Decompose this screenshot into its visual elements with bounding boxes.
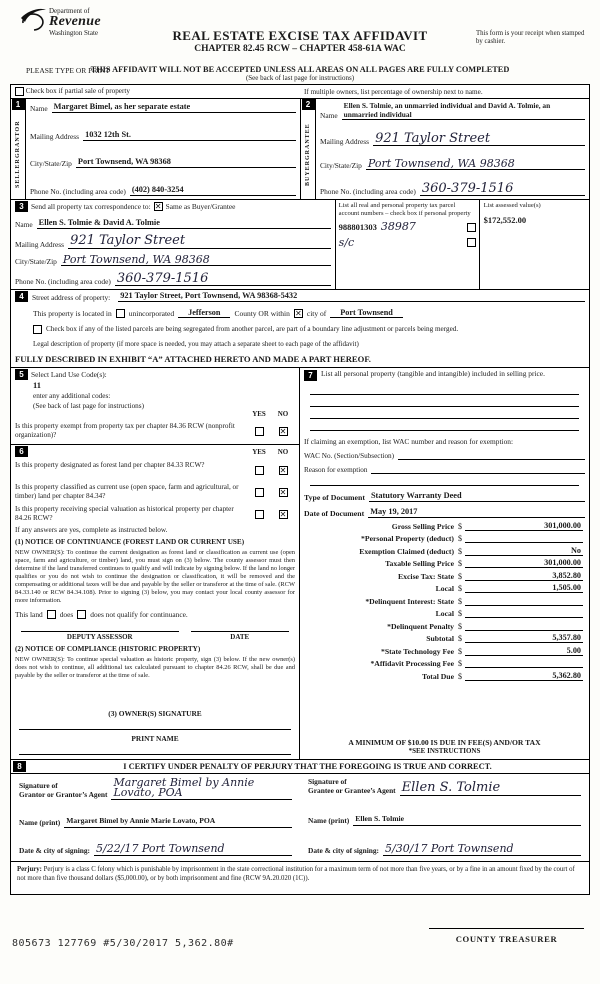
fee-value[interactable]: No: [465, 546, 583, 556]
dollar-sign: $: [458, 671, 462, 681]
dollar-sign: $: [458, 559, 462, 568]
located-prefix: This property is located in: [33, 308, 112, 318]
corr-csz-field: [15, 255, 331, 266]
seller-phone-value[interactable]: (402) 840-3254: [130, 185, 296, 196]
reason-row: [300, 460, 589, 474]
section-4-badge: 4: [15, 291, 28, 302]
deputy-assessor-row: [15, 631, 295, 641]
fee-value[interactable]: 3,852.80: [465, 571, 583, 581]
fee-label: *Personal Property (deduct): [361, 534, 454, 543]
grantee-name-print-value[interactable]: Ellen S. Tolmie: [353, 814, 581, 826]
type-of-document-label: Type of Document: [304, 493, 365, 502]
fee-label: *Delinquent Penalty: [387, 621, 454, 631]
grantee-date-city-value[interactable]: 5/30/17 Port Townsend: [383, 844, 581, 856]
corr-phone-label: Phone No. (including area code): [15, 277, 111, 286]
buyer-name-field: [320, 102, 585, 120]
buyer-csz-field: [320, 156, 585, 171]
print-name-line[interactable]: [19, 743, 291, 755]
notice1-title: (1) NOTICE OF CONTINUANCE (FOREST LAND OR CURRENT USE): [15, 538, 245, 546]
grantor-signature-row: [19, 778, 292, 800]
grantor-name-print-value[interactable]: Margaret Bimel by Annie Marie Lovato, POA: [64, 816, 292, 828]
grantee-word: GRANTEE: [304, 123, 311, 160]
grantee-name-print-row: [308, 814, 581, 826]
buyer-fields: [316, 99, 589, 199]
fee-value[interactable]: [465, 596, 583, 606]
city-value[interactable]: Port Townsend: [330, 308, 403, 318]
date-of-document-label: Date of Document: [304, 509, 365, 518]
current-use-question-row: [15, 483, 295, 501]
corr-mailing-value[interactable]: 921 Taylor Street: [68, 235, 331, 248]
seller-mailing-label: Mailing Address: [30, 131, 80, 141]
notice2-text: NEW OWNER(S): To continue special valuation as historic property, sign (3) below. If the new owner(s) does not wish to continue, all additional tax calculated pursuant to chapter 84.26 RCW, shall be due and payable by the seller or transferor at the time of sale.: [15, 656, 295, 679]
fee-row-delinq-penalty: [300, 621, 589, 631]
fee-label: Taxable Selling Price: [385, 559, 454, 568]
fee-label: Subtotal: [426, 634, 454, 643]
unincorporated-label: unincorporated: [128, 308, 175, 318]
type-of-document-value[interactable]: Statutory Warranty Deed: [369, 491, 585, 502]
same-as-buyer-checkbox[interactable]: ✕: [154, 202, 162, 211]
parcel-assessed-section: [335, 200, 589, 289]
exempt-question-row: [15, 422, 295, 440]
wac-value[interactable]: [398, 450, 585, 460]
buyer-phone-field: [320, 180, 585, 196]
historic-no-checkbox[interactable]: ✕: [279, 509, 287, 519]
grantee-sig-label-line2: Grantee or Grantee’s Agent: [308, 785, 396, 795]
additional-codes-label: enter any additional codes:: [33, 392, 111, 400]
city-of-label: city of: [306, 308, 327, 318]
parcel-row-1: [339, 222, 476, 232]
dollar-sign: $: [458, 646, 462, 656]
multiple-owners-note: If multiple owners, list percentage of ownership next to name.: [304, 87, 483, 96]
dollar-sign: $: [458, 546, 462, 556]
exempt-yes-header: YES: [252, 410, 266, 418]
current-use-yes-checkbox[interactable]: [255, 488, 264, 497]
partial-sale-label: Check box if partial sale of property: [25, 87, 130, 96]
dollar-sign: $: [458, 571, 462, 581]
buyer-grantee-vertical-label: [304, 110, 313, 199]
land-does-checkbox[interactable]: [47, 610, 56, 619]
parcel-row-2: [338, 235, 476, 249]
deputy-date-col: [191, 631, 289, 641]
signature-block: [11, 774, 589, 862]
city-of-checkbox[interactable]: ✕: [295, 308, 302, 318]
agency-line2: Revenue: [49, 14, 101, 30]
buyer-name-label: Name: [320, 111, 338, 121]
corr-name-value[interactable]: Ellen S. Tolmie & David A. Tolmie: [37, 218, 331, 229]
wac-label: WAC No. (Section/Subsection): [304, 452, 395, 460]
section-6-badge: 6: [15, 446, 28, 457]
section6-header: [15, 446, 295, 457]
seller-mailing-value[interactable]: 1032 12th St.: [83, 130, 296, 141]
seller-word: SELLER: [14, 158, 21, 189]
dollar-sign: $: [458, 659, 462, 668]
corr-name-field: [15, 218, 331, 229]
parcel-list: [336, 200, 480, 289]
fee-row-excise-state: [300, 571, 589, 581]
mid-columns: [11, 368, 589, 760]
grantee-date-city-label: Date & city of signing:: [308, 846, 380, 856]
reason-label: Reason for exemption: [304, 466, 368, 474]
perjury-lead: Perjury:: [17, 866, 42, 873]
legal-description-label: Legal description of property (if more space is needed, you may attach a separate sheet to each page of the affidavit): [33, 339, 359, 348]
parcel-2-personal-checkbox[interactable]: [467, 238, 476, 247]
dollar-sign: $: [458, 584, 462, 593]
dor-logo: [20, 8, 101, 37]
parcel-1-handwritten[interactable]: 38987: [380, 220, 416, 234]
corr-csz-value[interactable]: Port Townsend, WA 98368: [61, 255, 331, 266]
street-address-value[interactable]: 921 Taylor Street, Port Townsend, WA 98368-5432: [118, 291, 585, 302]
fee-label: *Affidavit Processing Fee: [370, 659, 454, 668]
exempt-question: Is this property exempt from property tax per chapter 84.36 RCW (nonprofit organization)?: [15, 422, 235, 439]
partial-sale-row: [11, 85, 589, 99]
grantor-sig-label-line2: Grantor or Grantor’s Agent: [19, 790, 108, 799]
grantee-signature-value[interactable]: Ellen S. Tolmie: [400, 782, 581, 795]
form-title: REAL ESTATE EXCISE TAX AFFIDAVIT: [172, 28, 428, 43]
historic-question-row: [15, 505, 295, 523]
grantee-signature-column: [300, 774, 589, 861]
owner-signature-block: [15, 703, 295, 755]
seller-fields: [26, 99, 300, 199]
buyer-word: BUYER: [304, 159, 311, 186]
revenue-swoosh-icon: [20, 8, 46, 32]
seller-grantor-vertical-label: [14, 110, 23, 199]
grantee-sig-label-line1: Signature of: [308, 777, 347, 786]
assessed-header: List assessed value(s): [483, 202, 541, 209]
land-use-header: [15, 369, 295, 380]
personal-property-line-1[interactable]: [310, 383, 579, 395]
grantor-date-city-value[interactable]: 5/22/17 Port Townsend: [94, 844, 292, 856]
notice1-text: NEW OWNER(S): To continue the current designation as forest land or classification as current use (open space, farm and agriculture, or timber) land, you must sign on (3) below. The county assessor must then determine if the land transferred continues to qualify and will indicate by signing below. If the land no longer qualifies or you do not wish to continue the designation or classification, it will be removed and the compensating or additional taxes will be due and payable by the seller or transferor at the time of sale. (RCW 84.33.140 or RCW 84.34.108). Prior to signing (3) below, you may contact your local county assessor for more information.: [15, 549, 295, 604]
property-address-section: [11, 290, 589, 368]
section-5-badge: 5: [15, 369, 28, 380]
forest-question: Is this property designated as forest land per chapter 84.33 RCW?: [15, 461, 205, 469]
section-2-badge: 2: [302, 99, 315, 110]
fee-label: Excise Tax: State: [398, 571, 454, 581]
right-column: [300, 368, 589, 759]
land-use-value[interactable]: 11: [33, 380, 42, 390]
seller-csz-label: City/State/Zip: [30, 159, 72, 169]
buyer-phone-value[interactable]: 360-379-1516: [420, 183, 585, 196]
personal-property-line-2[interactable]: [310, 395, 579, 407]
parcel-1-personal-checkbox[interactable]: [467, 223, 476, 232]
left-column: [11, 368, 300, 759]
form-body: [10, 84, 590, 895]
grantor-name-print-label: Name (print): [19, 818, 61, 828]
exempt-yes-checkbox[interactable]: [255, 427, 264, 436]
seller-side-strip: [11, 99, 26, 199]
seller-phone-label: Phone No. (including area code): [30, 186, 126, 196]
buyer-mailing-field: [320, 130, 585, 146]
fee-row-total-due: [300, 671, 589, 681]
fee-label: Local: [435, 584, 454, 593]
land-does-not-checkbox[interactable]: [77, 610, 86, 619]
fee-row-delinq-int-state: [300, 596, 589, 606]
see-instructions-note: (See back of last page for instructions): [245, 74, 355, 82]
corr-phone-field: [15, 270, 331, 286]
fee-label: *Delinquent Interest: State: [365, 596, 454, 606]
corr-name-label: Name: [15, 220, 33, 230]
fee-label: Exemption Claimed (deduct): [359, 546, 454, 556]
s6-yes-no-header: [247, 448, 295, 456]
county-treasurer-label: COUNTY TREASURER: [429, 928, 584, 944]
fee-label: Local: [435, 609, 454, 618]
land-use-label: Select Land Use Code(s):: [31, 370, 107, 379]
segregated-row: [15, 325, 585, 334]
s6-yes-header: YES: [252, 447, 266, 456]
fee-value[interactable]: 301,000.00: [465, 521, 583, 531]
fee-row-personal: [300, 533, 589, 543]
correspondence-section: [11, 200, 335, 289]
correspondence-row: [11, 200, 589, 290]
current-use-question: Is this property classified as current use (open space, farm and agricultural, or timber) land per chapter 84.34?: [15, 483, 239, 500]
street-address-label: Street address of property:: [32, 293, 111, 302]
forest-yes-checkbox[interactable]: [255, 466, 264, 475]
section-1-badge: 1: [12, 99, 25, 110]
parcel-header: List all real and personal property tax parcel account numbers – check box if personal property: [338, 202, 471, 217]
county-value[interactable]: Jefferson: [178, 308, 230, 318]
agency-line1: Department of: [49, 7, 90, 15]
grantor-sig-label-line1: Signature of: [19, 781, 58, 791]
grantor-name-print-row: [19, 816, 292, 828]
parcel-1-number[interactable]: 988801303: [338, 222, 377, 233]
certify-statement: I CERTIFY UNDER PENALTY OF PERJURY THAT THE FOREGOING IS TRUE AND CORRECT.: [123, 762, 492, 771]
exempt-no-checkbox[interactable]: ✕: [279, 426, 287, 436]
personal-property-line-4[interactable]: [310, 419, 579, 431]
assessed-values: [480, 200, 589, 289]
land-qualify-row: [15, 610, 295, 619]
buyer-name-value[interactable]: Ellen S. Tolmie, an unmarried individual and David A. Tolmie, an unmarried individual: [342, 102, 585, 120]
print-name-label: PRINT NAME: [131, 734, 179, 743]
buyer-csz-value[interactable]: Port Townsend, WA 98368: [366, 159, 585, 170]
forest-no-checkbox[interactable]: ✕: [279, 465, 287, 475]
buyer-mailing-value[interactable]: 921 Taylor Street: [373, 133, 585, 146]
notice2-title: (2) NOTICE OF COMPLIANCE (HISTORIC PROPERTY): [15, 645, 201, 653]
reason-line-2[interactable]: [310, 474, 579, 486]
not-accepted-warning: THIS AFFIDAVIT WILL NOT BE ACCEPTED UNLESS ALL AREAS ON ALL PAGES ARE FULLY COMPLETED: [90, 65, 510, 74]
fee-row-processing-fee: [300, 658, 589, 668]
header-warning-row: [0, 65, 600, 74]
exempt-no-header: NO: [277, 410, 289, 418]
segregated-label: Check box if any of the listed parcels are being segregated from another parcel, are part of a boundary line adjustment or parcels being merged.: [46, 325, 459, 333]
minimum-due-note: A MINIMUM OF $10.00 IS DUE IN FEE(S) AND/OR TAX: [348, 738, 541, 747]
parcel-2-handwritten[interactable]: s/c: [338, 235, 355, 249]
deputy-date-line[interactable]: [191, 631, 289, 632]
s6-no-header: NO: [277, 447, 289, 456]
wac-row: [300, 446, 589, 460]
corr-csz-label: City/State/Zip: [15, 257, 57, 267]
section-7-badge: 7: [304, 370, 317, 381]
fee-value[interactable]: 5,362.80: [465, 671, 583, 681]
personal-property-label: List all personal property (tangible and intangible) included in selling price.: [321, 369, 545, 378]
corr-mailing-label: Mailing Address: [15, 239, 65, 249]
grantee-date-city-row: [308, 844, 581, 856]
partial-sale-checkbox[interactable]: [15, 87, 24, 96]
dor-logo-text: [49, 8, 101, 37]
buyer-phone-label: Phone No. (including area code): [320, 186, 416, 196]
street-address-row: [15, 291, 585, 302]
fee-value[interactable]: [465, 621, 583, 631]
forest-question-row: [15, 461, 295, 479]
seller-mailing-field: [30, 130, 296, 141]
receipt-note: This form is your receipt when stamped by cashier.: [476, 30, 585, 46]
deputy-assessor-signature-line[interactable]: [21, 631, 179, 632]
grantor-date-city-row: [19, 844, 292, 856]
deputy-assessor-label: DEPUTY ASSESSOR: [66, 633, 133, 641]
fee-value[interactable]: [465, 658, 583, 668]
see-back-label: (See back of last page for instructions): [33, 402, 144, 410]
seller-phone-field: [30, 185, 296, 196]
dollar-sign: $: [458, 596, 462, 606]
does-not-label: does not qualify for continuance.: [90, 610, 188, 619]
perjury-paragraph: [11, 862, 589, 894]
dollar-sign: $: [458, 621, 462, 631]
historic-yes-checkbox[interactable]: [255, 510, 264, 519]
fee-label: *State Technology Fee: [380, 646, 454, 656]
segregated-checkbox[interactable]: [33, 325, 42, 334]
perjury-text: Perjury is a class C felony which is punishable by imprisonment in the state correctional institution for a maximum term of not more than five years, or by a fine in an amount fixed by the court of not more than five thousand dollars ($5,000.00), or by both imprisonment and fine (RCW 9A.20.020 (1C)).: [17, 866, 575, 882]
seller-csz-field: [30, 157, 296, 168]
current-use-no-checkbox[interactable]: ✕: [279, 487, 287, 497]
unincorporated-checkbox[interactable]: [116, 309, 125, 318]
certify-row: [11, 760, 589, 774]
correspondence-header: [15, 201, 331, 212]
form-subtitle: CHAPTER 82.45 RCW – CHAPTER 458-61A WAC: [194, 44, 406, 54]
fee-label: Gross Selling Price: [391, 521, 454, 531]
fee-value[interactable]: [465, 533, 583, 543]
personal-property-header: [300, 368, 589, 383]
county-or-label: County OR within: [234, 308, 290, 318]
seller-name-field: [30, 102, 296, 113]
deputy-date-label: DATE: [230, 633, 250, 641]
grantee-name-print-label: Name (print): [308, 816, 350, 825]
see-instructions-fee-note: *SEE INSTRUCTIONS: [408, 747, 481, 755]
legal-description-value[interactable]: FULLY DESCRIBED IN EXHIBIT “A” ATTACHED HERETO AND MADE A PART HEREOF.: [15, 354, 371, 364]
grantor-signature-label: [19, 782, 111, 800]
owners-signature-label: (3) OWNER(S) SIGNATURE: [108, 709, 202, 718]
buyer-mailing-label: Mailing Address: [320, 136, 370, 146]
buyer-csz-label: City/State/Zip: [320, 161, 362, 171]
seller-section: [11, 99, 300, 199]
fee-row-excise-local: [300, 583, 589, 593]
fee-value[interactable]: [465, 608, 583, 618]
does-label: does: [59, 610, 74, 619]
assessed-value[interactable]: $172,552.00: [483, 214, 527, 225]
historic-question: Is this property receiving special valuation as historical property per chapter 84.26 RCW?: [15, 505, 234, 522]
fee-value[interactable]: 1,505.00: [465, 583, 583, 593]
section-8-badge: 8: [13, 761, 26, 772]
type-of-document-row: [300, 486, 589, 502]
send-correspondence-label: Send all property tax correspondence to:: [31, 202, 151, 211]
date-of-document-value[interactable]: May 19, 2017: [368, 507, 585, 518]
exempt-yes-no-header: [15, 410, 295, 418]
land-prefix: This land: [15, 610, 43, 619]
buyer-side-strip: [301, 99, 316, 199]
land-use-section: [11, 368, 299, 445]
fee-row-subtotal: [300, 633, 589, 643]
dollar-sign: $: [458, 534, 462, 543]
dollar-sign: $: [458, 521, 462, 531]
fee-row-taxable: [300, 558, 589, 568]
fee-row-gross: [300, 521, 589, 531]
owners-signature-line[interactable]: [19, 718, 291, 730]
if-yes-note: If any answers are yes, complete as instructed below.: [15, 526, 168, 534]
dollar-sign: $: [458, 609, 462, 618]
dollar-sign: $: [458, 634, 462, 643]
forest-land-section: [11, 445, 299, 759]
fee-label: Total Due: [422, 671, 454, 681]
fee-row-exemption: [300, 546, 589, 556]
fee-row-delinq-int-local: [300, 608, 589, 618]
fee-value[interactable]: 5,357.80: [465, 633, 583, 643]
grantor-signature-column: [11, 774, 300, 861]
seller-csz-value[interactable]: Port Townsend, WA 98368: [76, 157, 296, 168]
located-in-row: [15, 308, 585, 318]
seller-name-label: Name: [30, 104, 48, 113]
deputy-assessor-col: [21, 631, 179, 641]
agency-line3: Washington State: [49, 29, 99, 38]
fee-row-tech-fee: [300, 646, 589, 656]
parties-row: [11, 99, 589, 200]
grantor-date-city-label: Date & city of signing:: [19, 846, 91, 856]
grantee-signature-label: [308, 778, 400, 796]
grantor-word: GRANTOR: [14, 120, 21, 159]
seller-name-value[interactable]: Margaret Bimel, as her separate estate: [52, 102, 296, 113]
fee-value[interactable]: 5.00: [465, 646, 583, 656]
type-or-print-label: PLEASE TYPE OR PRINT: [26, 66, 110, 75]
buyer-section: [300, 99, 589, 199]
date-of-document-row: [300, 502, 589, 518]
personal-property-line-3[interactable]: [310, 407, 579, 419]
corr-mailing-field: [15, 235, 331, 248]
section-3-badge: 3: [15, 201, 28, 212]
partial-sale-cell: [11, 85, 300, 98]
header: [0, 0, 600, 64]
same-as-buyer-label: Same as Buyer/Grantee: [165, 202, 236, 211]
grantee-signature-row: [308, 778, 581, 796]
grantor-signature-value[interactable]: Margaret Bimel by Annie Lovato, POA: [111, 778, 292, 800]
exemption-claim-label: If claiming an exemption, list WAC number and reason for exemption:: [304, 437, 514, 446]
reason-value[interactable]: [371, 464, 585, 474]
cashier-stamp: 805673 127769 #5/30/2017 5,362.80#: [12, 938, 234, 949]
corr-phone-value[interactable]: 360-379-1516: [115, 273, 331, 286]
fee-value[interactable]: 301,000.00: [465, 558, 583, 568]
